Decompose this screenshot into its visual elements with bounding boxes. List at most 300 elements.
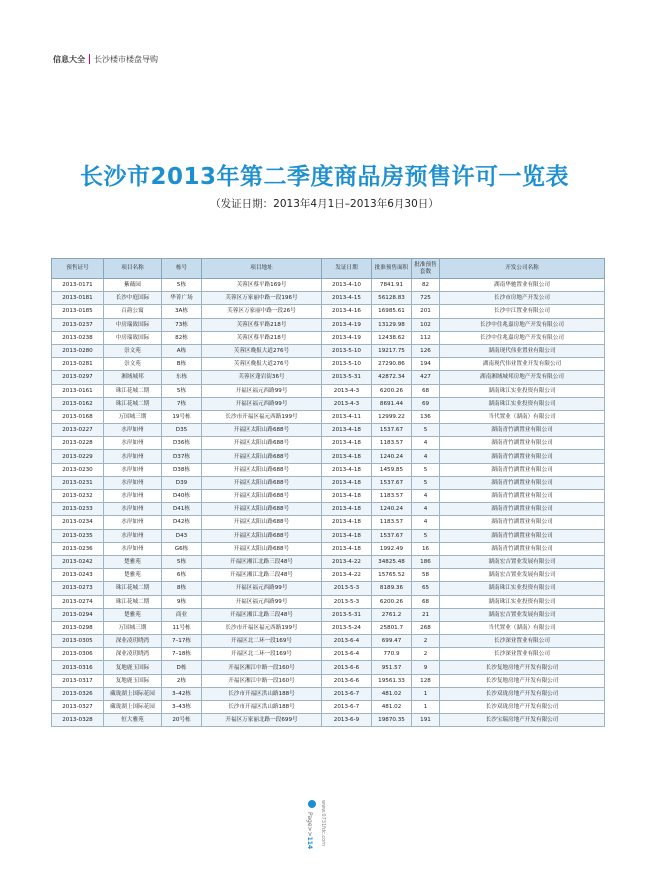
table-cell: 1537.67 (372, 424, 412, 437)
table-cell: 长沙市开福区洪山路188号 (202, 687, 322, 700)
table-cell: 1992.49 (372, 542, 412, 555)
table-header-row (52, 259, 605, 279)
table-cell: 4 (412, 503, 440, 516)
table-cell: 湖南青竹湖置业有限公司 (440, 450, 605, 463)
table-cell: 水岸如州 (104, 503, 162, 516)
table-cell: B栋 (162, 358, 202, 371)
table-cell: 珠江花城二期 (104, 397, 162, 410)
table-cell: 5 (412, 424, 440, 437)
table-cell: 8189.36 (372, 582, 412, 595)
table-cell: 2013-0280 (52, 344, 104, 357)
table-row (52, 410, 605, 423)
table-cell: 951.57 (372, 661, 412, 674)
table-cell: 5 (412, 529, 440, 542)
table-cell: 2013-5-31 (322, 608, 372, 621)
table-cell: 开福区福元西路99号 (202, 384, 322, 397)
table-cell: 56128.83 (372, 292, 412, 305)
table-cell: 2 (412, 648, 440, 661)
table-cell: 长沙复地房地产开发有限公司 (440, 674, 605, 687)
table-cell: 湖南珠江实业投资有限公司 (440, 397, 605, 410)
table-cell: 2013-4-18 (322, 437, 372, 450)
table-cell: 15765.52 (372, 569, 412, 582)
table-cell: 2013-0227 (52, 424, 104, 437)
table-cell: 开福区太阳山路688号 (202, 463, 322, 476)
column-header: 项目地址 (202, 259, 322, 279)
table-cell: 湖南宏吉置业发展有限公司 (440, 569, 605, 582)
table-cell: 6栋 (162, 569, 202, 582)
table-cell: D36栋 (162, 437, 202, 450)
table-cell: 水岸如州 (104, 476, 162, 489)
table-cell: 12438.62 (372, 331, 412, 344)
table-cell: 2013-0161 (52, 384, 104, 397)
table-cell: 开福区北二环一段169号 (202, 635, 322, 648)
table-cell: 268 (412, 621, 440, 634)
table-cell: 19217.75 (372, 344, 412, 357)
table-cell: 5栋 (162, 555, 202, 568)
table-cell: 5栋 (162, 384, 202, 397)
table-cell: 2761.2 (372, 608, 412, 621)
table-cell: 2013-0236 (52, 542, 104, 555)
page-marker-icon (308, 800, 316, 808)
table-cell: 水岸如州 (104, 529, 162, 542)
table-cell: 1240.24 (372, 450, 412, 463)
table-cell: 73栋 (162, 318, 202, 331)
table-cell: 湖南珠江实业投资有限公司 (440, 595, 605, 608)
table-row (52, 516, 605, 529)
table-cell: 湖南青竹湖置业有限公司 (440, 503, 605, 516)
table-cell: 当代置业（湖南）有限公司 (440, 410, 605, 423)
table-cell: 开福区太阳山路688号 (202, 490, 322, 503)
table-cell: 2013-5-10 (322, 358, 372, 371)
table-cell: D41栋 (162, 503, 202, 516)
table-cell: 芙蓉区晚报大道276号 (202, 344, 322, 357)
table-row (52, 608, 605, 621)
table-cell: 25801.7 (372, 621, 412, 634)
table-cell: 5 (412, 476, 440, 489)
table-cell: 2013-0231 (52, 476, 104, 489)
table-cell: 湖南青竹湖置业有限公司 (440, 476, 605, 489)
table-cell: 开福区太阳山路688号 (202, 529, 322, 542)
table-cell: 湖南宏吉置业发展有限公司 (440, 608, 605, 621)
table-cell: 1240.24 (372, 503, 412, 516)
table-cell: 2013-4-11 (322, 410, 372, 423)
table-cell: 开福区福元西路99号 (202, 595, 322, 608)
page-label: Page>> (306, 812, 313, 837)
table-cell: A栋 (162, 344, 202, 357)
table-cell: 开福区万家丽北路一段699号 (202, 714, 322, 727)
table-cell: 芙蓉区蔡平路169号 (202, 279, 322, 292)
table-row (52, 463, 605, 476)
table-cell: 崇文苑 (104, 344, 162, 357)
table-cell: 4 (412, 516, 440, 529)
table-cell: 2013-5-10 (322, 344, 372, 357)
table-cell: 开福区湘江北路三段48号 (202, 555, 322, 568)
table-cell: 楚雅苑 (104, 569, 162, 582)
site-url: www.0731fdc.com (320, 800, 326, 847)
table-cell: 2013-0327 (52, 701, 104, 714)
table-cell: 湖南青竹湖置业有限公司 (440, 490, 605, 503)
table-row (52, 358, 605, 371)
table-cell: 2013-4-19 (322, 331, 372, 344)
table-row (52, 397, 605, 410)
column-header: 项目名称 (104, 259, 162, 279)
table-cell: 2013-0233 (52, 503, 104, 516)
table-cell: 湖南现代伟业置业开发有限公司 (440, 358, 605, 371)
table-cell: 2013-0297 (52, 371, 104, 384)
table-cell: 9栋 (162, 595, 202, 608)
table-cell: 2013-4-18 (322, 463, 372, 476)
table-cell: 1537.67 (372, 529, 412, 542)
table-cell: 1183.57 (372, 490, 412, 503)
table-cell: 2013-4-18 (322, 529, 372, 542)
table-cell: 6200.26 (372, 384, 412, 397)
table-cell: 中房瑞致国际 (104, 318, 162, 331)
table-cell: 万国城三期 (104, 621, 162, 634)
table-body (52, 279, 605, 727)
table-cell: 开福区福元西路99号 (202, 397, 322, 410)
table-cell: 12999.22 (372, 410, 412, 423)
table-cell: 恒大雅苑 (104, 714, 162, 727)
table-cell: 2013-0274 (52, 595, 104, 608)
header-divider (89, 54, 90, 64)
table-cell: 2013-0281 (52, 358, 104, 371)
table-cell: 2栋 (162, 674, 202, 687)
table-cell: 2013-0230 (52, 463, 104, 476)
table-cell: 芙蓉区蔡平路218号 (202, 331, 322, 344)
table-cell: 长沙中住兆嘉房地产开发有限公司 (440, 318, 605, 331)
table-cell: 2013-0294 (52, 608, 104, 621)
table-cell: 水岸如州 (104, 542, 162, 555)
table-cell: 复地鹿玉国际 (104, 661, 162, 674)
table-cell: 水岸如州 (104, 490, 162, 503)
table-cell: 长沙双珑房地产开发有限公司 (440, 701, 605, 714)
table-cell: 长沙中住兆嘉房地产开发有限公司 (440, 331, 605, 344)
table-cell: 2013-0328 (52, 714, 104, 727)
table-cell: 湖南宏吉置业发展有限公司 (440, 555, 605, 568)
table-cell: 水岸如州 (104, 424, 162, 437)
table-row (52, 569, 605, 582)
table-cell: 11号栋 (162, 621, 202, 634)
table-cell: 7–17栋 (162, 635, 202, 648)
page-header (53, 52, 158, 66)
presale-permit-table (51, 258, 605, 727)
table-cell: 开福区湘江北路三段48号 (202, 569, 322, 582)
table-cell: 2013-4-16 (322, 305, 372, 318)
table-cell: 复地鹿玉国际 (104, 674, 162, 687)
table-cell: 湖南青竹湖置业有限公司 (440, 463, 605, 476)
table-cell: 102 (412, 318, 440, 331)
table-cell: 2013-0306 (52, 648, 104, 661)
table-cell: 2013-0162 (52, 397, 104, 410)
table-cell: 珠江花城二期 (104, 595, 162, 608)
table-cell: 2013-0317 (52, 674, 104, 687)
table-cell: 湖南华驰置业有限公司 (440, 279, 605, 292)
table-cell: D40栋 (162, 490, 202, 503)
table-row (52, 476, 605, 489)
table-cell: 2013-4-18 (322, 490, 372, 503)
column-header: 批准预售面积 (372, 259, 412, 279)
table-row (52, 648, 605, 661)
table-cell: 长沙市房地产开发公司 (440, 292, 605, 305)
table-cell: 27290.86 (372, 358, 412, 371)
table-cell: 2013-0181 (52, 292, 104, 305)
table-cell: 201 (412, 305, 440, 318)
table-cell: 开福区太阳山路688号 (202, 516, 322, 529)
table-row (52, 595, 605, 608)
table-cell: 725 (412, 292, 440, 305)
column-header: 预售证号 (52, 259, 104, 279)
table-cell: 2013-5-24 (322, 621, 372, 634)
table-row (52, 635, 605, 648)
table-cell: 69 (412, 397, 440, 410)
table-cell: 2013-0316 (52, 661, 104, 674)
table-cell: 华菁广场 (162, 292, 202, 305)
table-cell: 长沙中庭国际 (104, 292, 162, 305)
table-cell: 2013-4-18 (322, 542, 372, 555)
table-cell: D42栋 (162, 516, 202, 529)
table-cell: 2013-0228 (52, 437, 104, 450)
table-cell: 芙蓉区万家丽中路一段26号 (202, 305, 322, 318)
column-header: 开发公司名称 (440, 259, 605, 279)
table-cell: 2 (412, 635, 440, 648)
table-cell: 湖南青竹湖置业有限公司 (440, 516, 605, 529)
table-cell: 百韵公寓 (104, 305, 162, 318)
table-cell: 20号栋 (162, 714, 202, 727)
table-cell: 1537.67 (372, 476, 412, 489)
table-cell: 191 (412, 714, 440, 727)
table-cell: 珠江花城二期 (104, 582, 162, 595)
table-cell: 湖南湘域城邦房地产开发有限公司 (440, 371, 605, 384)
table-cell: 3A栋 (162, 305, 202, 318)
table-cell: 湖南青竹湖置业有限公司 (440, 542, 605, 555)
table-cell: 水岸如州 (104, 437, 162, 450)
table-cell: 58 (412, 569, 440, 582)
table-cell: 1 (412, 701, 440, 714)
table-cell: 427 (412, 371, 440, 384)
table-cell: 楚雅苑 (104, 608, 162, 621)
table-cell: 2013-0305 (52, 635, 104, 648)
table-cell: 194 (412, 358, 440, 371)
table-cell: 68 (412, 384, 440, 397)
table-cell: 2013-0171 (52, 279, 104, 292)
table-row (52, 542, 605, 555)
table-cell: 2013-6-4 (322, 648, 372, 661)
table-cell: 770.9 (372, 648, 412, 661)
table-cell: 开福区北二环一段169号 (202, 648, 322, 661)
table-cell: 5栋 (162, 279, 202, 292)
table-cell: 长沙复地房地产开发有限公司 (440, 661, 605, 674)
table-cell: 湖南青竹湖置业有限公司 (440, 424, 605, 437)
table-cell: 5 (412, 463, 440, 476)
table-cell: 2013-0243 (52, 569, 104, 582)
table-cell: 2013-4-19 (322, 318, 372, 331)
table-cell: 中房瑞致国际 (104, 331, 162, 344)
table-cell: D38栋 (162, 463, 202, 476)
column-header: 批准预售套数 (412, 259, 440, 279)
table-cell: 2013-0238 (52, 331, 104, 344)
table-cell: 82栋 (162, 331, 202, 344)
table-cell: 68 (412, 595, 440, 608)
subsection-label: 长沙楼市楼盘导购 (94, 54, 158, 64)
table-cell: 126 (412, 344, 440, 357)
table-cell: 芙蓉区万家丽中路一段196号 (202, 292, 322, 305)
table-cell: 112 (412, 331, 440, 344)
page-number: 114 (306, 836, 313, 850)
table-cell: 136 (412, 410, 440, 423)
table-cell: D35 (162, 424, 202, 437)
table-cell: 2013-0235 (52, 529, 104, 542)
table-cell: 21 (412, 608, 440, 621)
table-cell: 128 (412, 674, 440, 687)
table-cell: D39 (162, 476, 202, 489)
table-cell: 6200.26 (372, 595, 412, 608)
table-row (52, 279, 605, 292)
table-cell: 16 (412, 542, 440, 555)
table-cell: 2013-4-3 (322, 384, 372, 397)
table-cell: 开福区太阳山路688号 (202, 437, 322, 450)
table-cell: 7–18栋 (162, 648, 202, 661)
table-cell: 2013-6-4 (322, 635, 372, 648)
table-cell: 2013-5-3 (322, 582, 372, 595)
table-cell: 湖南现代伟业置业有限公司 (440, 344, 605, 357)
table-cell: 1183.57 (372, 437, 412, 450)
table-cell: 2013-5-31 (322, 371, 372, 384)
table-cell: 长沙中江置业有限公司 (440, 305, 605, 318)
table-cell: 2013-4-15 (322, 292, 372, 305)
table-cell: D栋 (162, 661, 202, 674)
table-cell: 珠江花城二期 (104, 384, 162, 397)
table-cell: 2013-5-3 (322, 595, 372, 608)
table-row (52, 714, 605, 727)
page-title: 长沙市2013年第二季度商品房预售许可一览表 (79, 164, 569, 190)
table-cell: 3–42栋 (162, 687, 202, 700)
table-cell: D37栋 (162, 450, 202, 463)
table-row (52, 490, 605, 503)
table-row (52, 305, 605, 318)
table-cell: 长沙深业置业有限公司 (440, 635, 605, 648)
table-cell: 2013-0326 (52, 687, 104, 700)
table-row (52, 621, 605, 634)
table-cell: 2013-0237 (52, 318, 104, 331)
table-cell: 4 (412, 437, 440, 450)
table-cell: 湖南珠江实业投资有限公司 (440, 582, 605, 595)
table-cell: 深业凌玥晓湾 (104, 635, 162, 648)
table-row (52, 371, 605, 384)
table-row (52, 318, 605, 331)
table-cell: 开福区湘江中路一段160号 (202, 661, 322, 674)
table-cell: 8栋 (162, 582, 202, 595)
table-cell: 楚雅苑 (104, 555, 162, 568)
table-cell: 长沙双珑房地产开发有限公司 (440, 687, 605, 700)
table-cell: 开福区湘江中路一段160号 (202, 674, 322, 687)
table-cell: 湖南青竹湖置业有限公司 (440, 529, 605, 542)
column-header: 发证日期 (322, 259, 372, 279)
table-cell: 2013-0229 (52, 450, 104, 463)
table-cell: 481.02 (372, 687, 412, 700)
table-cell: 82 (412, 279, 440, 292)
table-cell: 万国城三期 (104, 410, 162, 423)
table-cell: 2013-0273 (52, 582, 104, 595)
table-cell: 2013-6-6 (322, 661, 372, 674)
page-footer (306, 800, 338, 880)
table-cell: 65 (412, 582, 440, 595)
table-cell: 2013-4-18 (322, 476, 372, 489)
table-cell: 2013-4-18 (322, 450, 372, 463)
table-cell: 19561.33 (372, 674, 412, 687)
table-cell: 2013-0232 (52, 490, 104, 503)
table-row (52, 555, 605, 568)
table-cell: 紫薇园 (104, 279, 162, 292)
table-cell: 崇文苑 (104, 358, 162, 371)
table-cell: 2013-4-22 (322, 569, 372, 582)
table-cell: 4 (412, 490, 440, 503)
table-cell: 2013-4-18 (322, 503, 372, 516)
table-cell: 深业凌玥晓湾 (104, 648, 162, 661)
page-indicator (306, 812, 313, 849)
table-cell: 芙蓉区蓬岩街36号 (202, 371, 322, 384)
table-cell: 13129.98 (372, 318, 412, 331)
table-row (52, 661, 605, 674)
table-cell: 186 (412, 555, 440, 568)
table-cell: 7栋 (162, 397, 202, 410)
table-cell: 2013-6-6 (322, 674, 372, 687)
table-cell: 长沙市开福区洪山路188号 (202, 701, 322, 714)
table-cell: 2013-6-7 (322, 701, 372, 714)
table-cell: 3–43栋 (162, 701, 202, 714)
table-cell: 481.02 (372, 701, 412, 714)
table-row (52, 503, 605, 516)
table-cell: 湘域城邦 (104, 371, 162, 384)
table-cell: 芙蓉区蔡平路218号 (202, 318, 322, 331)
table-cell: 2013-4-18 (322, 516, 372, 529)
table-cell: 水岸如州 (104, 463, 162, 476)
table-cell: 699.47 (372, 635, 412, 648)
table-cell: 2013-0185 (52, 305, 104, 318)
table-cell: 长沙深业置业有限公司 (440, 648, 605, 661)
table-cell: D43 (162, 529, 202, 542)
table-cell: 2013-4-3 (322, 397, 372, 410)
table-row (52, 344, 605, 357)
table-cell: 开福区太阳山路688号 (202, 476, 322, 489)
table-cell: 9 (412, 661, 440, 674)
table-row (52, 437, 605, 450)
table-row (52, 450, 605, 463)
table-cell: 长沙宝瑞房地产开发有限公司 (440, 714, 605, 727)
table-row (52, 529, 605, 542)
table-cell: 水岸如州 (104, 516, 162, 529)
table-cell: 2013-6-7 (322, 687, 372, 700)
page-subtitle: （发证日期：2013年4月1日–2013年6月30日） (210, 198, 439, 210)
table-cell: 42872.34 (372, 371, 412, 384)
table-row (52, 582, 605, 595)
table-cell: 2013-0242 (52, 555, 104, 568)
table-cell: 7841.91 (372, 279, 412, 292)
table-cell: 开福区福元西路99号 (202, 582, 322, 595)
table-cell: 34825.48 (372, 555, 412, 568)
column-header: 栋号 (162, 259, 202, 279)
table-cell: 开福区太阳山路688号 (202, 424, 322, 437)
table-row (52, 701, 605, 714)
table-row (52, 331, 605, 344)
table-cell: 开福区湘江北路三段48号 (202, 608, 322, 621)
table-cell: 1183.57 (372, 516, 412, 529)
section-label: 信息大全 (53, 54, 85, 64)
table-cell: 开福区太阳山路688号 (202, 542, 322, 555)
table-cell: 2013-4-10 (322, 279, 372, 292)
table-cell: 19870.35 (372, 714, 412, 727)
table-cell: 开福区太阳山路688号 (202, 450, 322, 463)
table-cell: 16985.61 (372, 305, 412, 318)
